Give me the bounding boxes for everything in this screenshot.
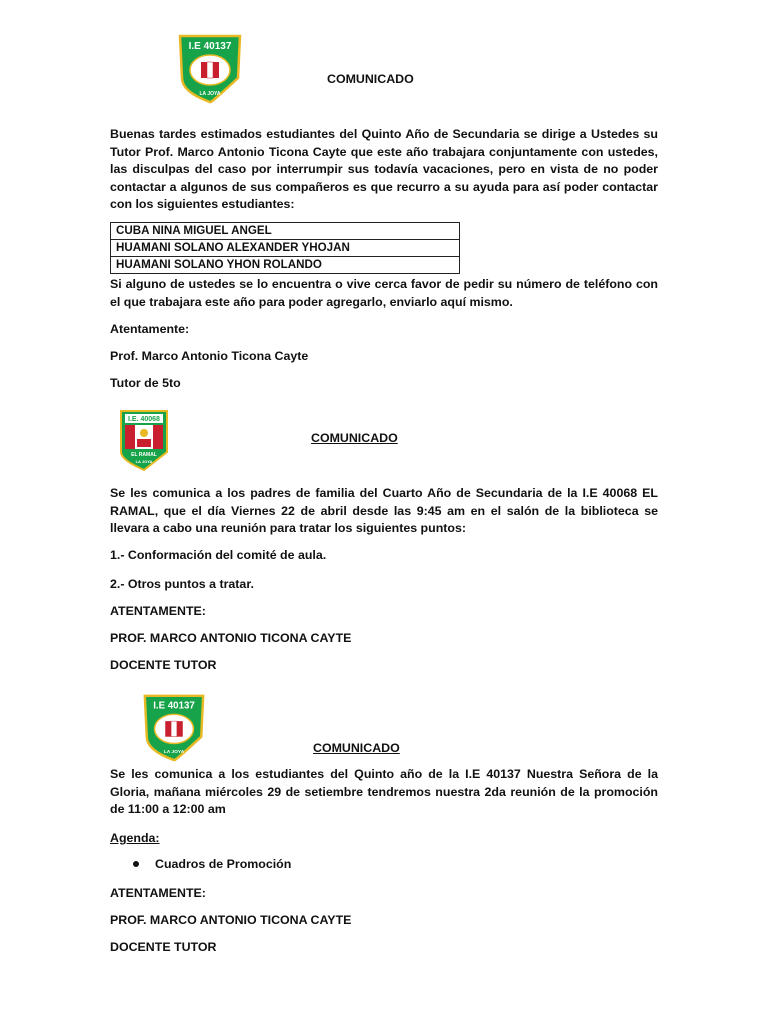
school-crest-icon — [118, 408, 170, 472]
section3-closing: ATENTAMENTE: — [110, 886, 206, 900]
bullet-icon — [133, 861, 139, 867]
table-row — [111, 223, 460, 240]
section2-point-1: 1.- Conformación del comité de aula. — [110, 548, 327, 562]
agenda-label: Agenda: — [110, 831, 160, 845]
student-table — [110, 222, 460, 274]
crest-text: I.E. 40068 — [128, 416, 160, 423]
crest-bottom-text: EL RAMAL — [131, 452, 157, 458]
section3-signer: PROF. MARCO ANTONIO TICONA CAYTE — [110, 913, 352, 927]
crest-text: I.E 40137 — [188, 41, 232, 52]
section2-body: Se les comunica a los padres de familia del Cuarto Año de Secundaria de la I.E 40068 EL RAMAL, que el día Viernes 22 de abril desde las 9:45 am en el salón de la biblioteca se llevara a cabo una reunión para tratar los siguientes puntos: — [110, 486, 658, 536]
section3-role: DOCENTE TUTOR — [110, 940, 217, 954]
section1-role: Tutor de 5to — [110, 376, 181, 390]
section2-signer: PROF. MARCO ANTONIO TICONA CAYTE — [110, 631, 352, 645]
table-row — [111, 240, 460, 257]
crest-sub-text: LA JOYA — [135, 459, 153, 464]
agenda-item: Cuadros de Promoción — [155, 857, 292, 871]
student-name: HUAMANI SOLANO ALEXANDER YHOJAN — [111, 240, 460, 257]
section2-closing: ATENTAMENTE: — [110, 604, 206, 618]
section1-closing: Atentamente: — [110, 322, 190, 336]
table-row — [111, 257, 460, 274]
section2-title: COMUNICADO — [311, 431, 398, 445]
student-name: CUBA NINA MIGUEL ANGEL — [111, 223, 460, 240]
student-name: HUAMANI SOLANO YHON ROLANDO — [111, 257, 460, 274]
school-crest-icon — [138, 690, 210, 762]
crest-bottom-text: LA JOYA — [163, 750, 185, 756]
section3-body: Se les comunica a los estudiantes del Quinto año de la I.E 40137 Nuestra Señora de la Gloria, mañana miércoles 29 de setiembre tendremos nuestra 2da reunión de la promoción de 11:00 a 12:00 am — [110, 767, 658, 817]
section3-title: COMUNICADO — [313, 741, 400, 755]
section2-point-2: 2.- Otros puntos a tratar. — [110, 577, 254, 591]
section1-after: Si alguno de ustedes se lo encuentra o vive cerca favor de pedir su número de teléfono con el que trabajara este año para poder agregarlo, enviarlo aquí mismo. — [110, 277, 658, 309]
section1-body: Buenas tardes estimados estudiantes del Quinto Año de Secundaria se dirige a Ustedes su Tutor Prof. Marco Antonio Ticona Cayte que este año trabajara conjuntamente con ustedes, las disculpas del caso por interrumpir sus todavía vacaciones, pero en vista de no poder contactar a algunos de sus compañeros es que recurro a su ayuda para así poder contactar con los siguientes estudiantes: — [110, 127, 658, 212]
section2-role: DOCENTE TUTOR — [110, 658, 217, 672]
section1-signer: Prof. Marco Antonio Ticona Cayte — [110, 349, 309, 363]
school-crest-icon — [174, 30, 246, 104]
section1-title: COMUNICADO — [327, 72, 414, 86]
crest-text: I.E 40137 — [153, 700, 195, 712]
crest-bottom-text: LA JOYA — [199, 91, 221, 97]
